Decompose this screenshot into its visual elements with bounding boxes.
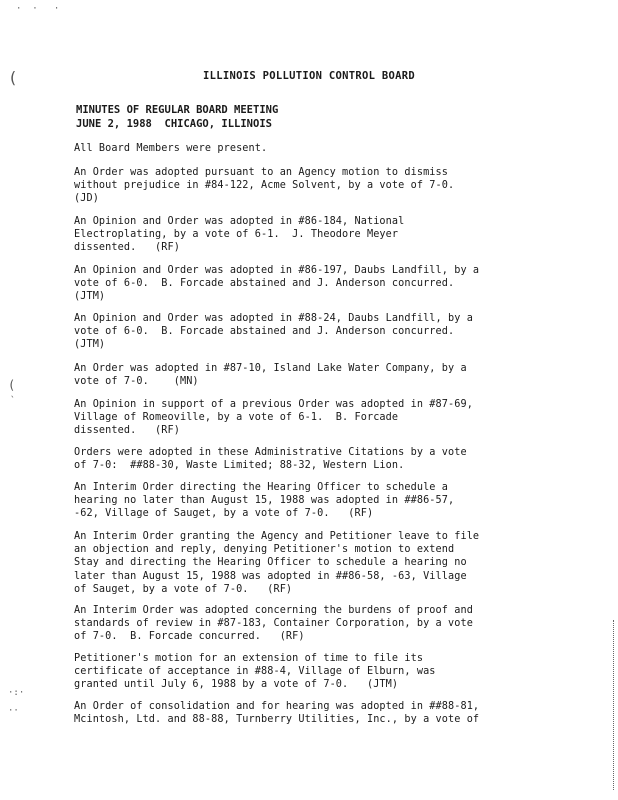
scan-mark-left-2: ( xyxy=(8,378,16,392)
paragraph-88-81: An Order of consolidation and for hearing was adopted in ##88-81, Mcintosh, Ltd. and 88-88, Turnberry Utilities, Inc., by a vote of xyxy=(74,701,480,726)
meeting-date-location: JUNE 2, 1988 CHICAGO, ILLINOIS xyxy=(76,118,272,130)
paragraph-87-183: An Interim Order was adopted concerning the burdens of proof and standards of review in #87-183, Container Corporation, by a vote of 7-0. B. Forcade concurred. (RF) xyxy=(74,605,473,643)
paragraph-attendance: All Board Members were present. xyxy=(74,143,268,154)
meeting-header: MINUTES OF REGULAR BOARD MEETING xyxy=(76,104,279,116)
paragraph-87-69: An Opinion in support of a previous Order was adopted in #87-69, Village of Romeoville, by a vote of 6-1. B. Forcade dissented. (RF) xyxy=(74,399,473,437)
paragraph-86-184: An Opinion and Order was adopted in #86-184, National Electroplating, by a vote of 6-1. J. Theodore Meyer dissented. (RF) xyxy=(74,216,405,254)
document-title: ILLINOIS POLLUTION CONTROL BOARD xyxy=(203,70,415,82)
scan-mark-left-5: ·· xyxy=(8,706,19,716)
scan-mark-top: · · · xyxy=(16,4,60,14)
paragraph-88-24: An Opinion and Order was adopted in #88-24, Daubs Landfill, by a vote of 6-0. B. Forcade abstained and J. Anderson concurred. (JTM) xyxy=(74,313,473,351)
paragraph-88-4: Petitioner's motion for an extension of time to file its certificate of acceptance in #88-4, Village of Elburn, was granted until July 6, 1988 by a vote of 7-0. (JTM) xyxy=(74,653,436,691)
scan-mark-left-1: ( xyxy=(8,68,18,87)
paragraph-admin-citations: Orders were adopted in these Administrative Citations by a vote of 7-0: ##88-30, Waste Limited; 88-32, Western Lion. xyxy=(74,447,467,472)
paragraph-86-58: An Interim Order granting the Agency and Petitioner leave to file an objection and reply, denying Petitioner's motion to extend Stay and directing the Hearing Officer to schedule a hearing no later than August 15, 1988 was adopted in ##86-58, -63, Village of Sauget, by a vote of 7-0. (RF) xyxy=(74,531,480,595)
scan-mark-left-3: ` xyxy=(10,396,16,406)
paragraph-84-122: An Order was adopted pursuant to an Agency motion to dismiss without prejudice in #84-122, Acme Solvent, by a vote of 7-0. (JD) xyxy=(74,167,455,205)
scan-mark-left-4: ·:· xyxy=(8,688,25,698)
scan-edge-line xyxy=(612,620,614,790)
paragraph-86-197: An Opinion and Order was adopted in #86-197, Daubs Landfill, by a vote of 6-0. B. Forcade abstained and J. Anderson concurred. (JTM) xyxy=(74,265,480,303)
paragraph-86-57: An Interim Order directing the Hearing Officer to schedule a hearing no later than August 15, 1988 was adopted in ##86-57, -62, Village of Sauget, by a vote of 7-0. (RF) xyxy=(74,482,455,520)
paragraph-87-10: An Order was adopted in #87-10, Island Lake Water Company, by a vote of 7-0. (MN) xyxy=(74,363,467,388)
